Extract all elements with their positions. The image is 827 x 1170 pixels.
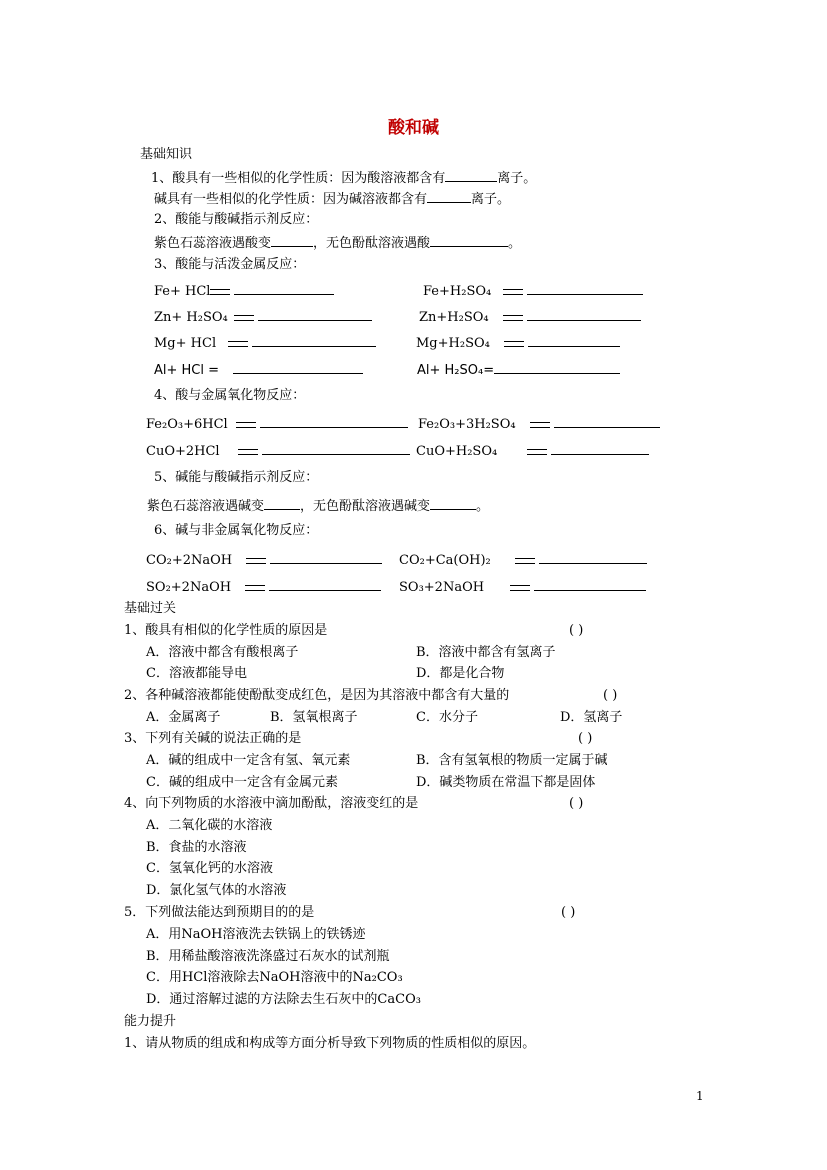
text-segment: ，无色酚酞溶液遇酸 [313, 236, 431, 251]
answer-blank[interactable] [554, 415, 660, 428]
blank-line[interactable] [430, 497, 476, 510]
text-line: 5、碱能与酸碱指示剂反应： [154, 470, 319, 485]
option-d[interactable]: D．氢离子 [560, 710, 623, 725]
blank-line[interactable] [430, 234, 508, 247]
blank-line[interactable] [271, 234, 313, 247]
option-a[interactable]: A．溶液中都含有酸根离子 [146, 645, 299, 660]
answer-blank[interactable] [528, 334, 620, 347]
equals-sign [246, 558, 266, 564]
question-1: 1、酸具有相似的化学性质的原因是 [124, 623, 328, 638]
equation-lhs: Fe+ HCl [154, 284, 211, 299]
option-d[interactable]: D．氯化氢气体的水溶液 [146, 883, 287, 898]
equals-sign [503, 289, 523, 295]
option-b[interactable]: B．含有氢氧根的物质一定属于碱 [416, 753, 608, 768]
answer-bracket[interactable]: ( ) [569, 796, 584, 811]
option-b[interactable]: B．氢氧根离子 [270, 710, 358, 725]
option-d[interactable]: D．都是化合物 [416, 666, 505, 681]
section-heading-ability: 能力提升 [124, 1014, 177, 1029]
answer-blank[interactable] [260, 415, 408, 428]
equals-sign [245, 585, 265, 591]
answer-bracket[interactable]: ( ) [603, 688, 618, 703]
equation-row [416, 334, 620, 352]
option-a[interactable]: A．金属离子 [146, 710, 221, 725]
question-3: 3、下列有关碱的说法正确的是 [124, 731, 302, 746]
blank-line[interactable] [264, 497, 300, 510]
blank-line[interactable] [427, 190, 471, 203]
answer-blank[interactable] [527, 282, 643, 295]
equals-sign [228, 341, 248, 347]
answer-bracket[interactable]: ( ) [569, 623, 584, 638]
answer-blank[interactable] [527, 308, 641, 321]
answer-bracket[interactable]: ( ) [561, 905, 576, 920]
equation-lhs: Fe+H₂SO₄ [423, 284, 492, 299]
answer-blank[interactable] [539, 551, 647, 564]
equation-row [423, 282, 643, 300]
answer-blank[interactable] [262, 442, 410, 455]
text-line [154, 190, 510, 208]
equals-sign [236, 422, 256, 428]
question-4: 4、向下列物质的水溶液中滴加酚酞，溶液变红的是 [124, 796, 419, 811]
option-a[interactable]: A．用NaOH溶液洗去铁锅上的铁锈迹 [146, 927, 366, 942]
equals-sign [234, 315, 254, 321]
equation-lhs: Al+ H₂SO₄= [417, 363, 495, 378]
question-2: 2、各种碱溶液都能使酚酞变成红色，是因为其溶液中都含有大量的 [124, 688, 510, 703]
equals-sign [210, 289, 230, 295]
equals-sign [530, 422, 550, 428]
page-number: 1 [696, 1089, 704, 1103]
answer-blank[interactable] [551, 442, 649, 455]
equation-row [419, 308, 641, 326]
equation-row [154, 282, 334, 300]
text-line [147, 497, 489, 515]
question-5: 5．下列做法能达到预期目的的是 [124, 905, 315, 920]
text-line: 4、酸与金属氧化物反应： [154, 388, 306, 403]
answer-bracket[interactable]: ( ) [578, 731, 593, 746]
option-d[interactable]: D．碱类物质在常温下都是固体 [416, 775, 596, 790]
section-heading-basic-knowledge: 基础知识 [140, 147, 193, 162]
question-ability-1: 1、请从物质的组成和构成等方面分析导致下列物质的性质相似的原因。 [124, 1036, 536, 1051]
equals-sign [504, 341, 524, 347]
equation-row [399, 551, 647, 569]
equation-lhs: CuO+H₂SO₄ [416, 444, 498, 459]
equation-lhs: CO₂+2NaOH [146, 553, 233, 568]
equals-sign [503, 315, 523, 321]
equation-row [399, 578, 646, 596]
equation-row [146, 578, 381, 596]
text-line: 6、碱与非金属氧化物反应： [154, 523, 319, 538]
equation-lhs: Fe₂O₃+3H₂SO₄ [418, 417, 516, 432]
equals-sign [515, 558, 535, 564]
option-b[interactable]: B．溶液中都含有氢离子 [416, 645, 556, 660]
text-segment: ，无色酚酞溶液遇碱变 [300, 499, 431, 514]
blank-line[interactable] [445, 169, 497, 182]
text-segment: 碱具有一些相似的化学性质：因为碱溶液都含有 [154, 192, 428, 207]
answer-blank[interactable] [269, 578, 381, 591]
text-segment: 紫色石蕊溶液遇酸变 [154, 236, 272, 251]
text-segment: 。 [508, 236, 522, 251]
option-d[interactable]: D．通过溶解过滤的方法除去生石灰中的CaCO₃ [146, 992, 421, 1007]
equation-row [154, 334, 376, 352]
equation-row [417, 361, 620, 379]
text-segment: 离子。 [471, 192, 511, 207]
option-b[interactable]: B．食盐的水溶液 [146, 840, 247, 855]
answer-blank[interactable] [534, 578, 646, 591]
text-segment: 1、酸具有一些相似的化学性质：因为酸溶液都含有 [151, 171, 446, 186]
equation-lhs: CuO+2HCl [146, 444, 220, 459]
answer-blank[interactable] [258, 308, 372, 321]
equation-row [154, 361, 363, 379]
text-segment: 。 [476, 499, 490, 514]
option-b[interactable]: B．用稀盐酸溶液洗涤盛过石灰水的试剂瓶 [146, 949, 390, 964]
equation-lhs: Mg+H₂SO₄ [416, 336, 490, 351]
text-segment: 紫色石蕊溶液遇碱变 [147, 499, 265, 514]
text-line: 3、酸能与活泼金属反应： [154, 257, 306, 272]
equation-row [146, 551, 382, 569]
equation-lhs: Zn+ H₂SO₄ [154, 310, 228, 325]
equals-sign [510, 585, 530, 591]
section-heading-basic-checks: 基础过关 [124, 601, 177, 616]
option-c[interactable]: C．碱的组成中一定含有金属元素 [146, 775, 338, 790]
option-c[interactable]: C．氢氧化钙的水溶液 [146, 861, 273, 876]
equation-lhs: Al+ HCl = [154, 363, 220, 378]
equation-row [146, 442, 410, 460]
equals-sign [238, 449, 258, 455]
answer-blank[interactable] [234, 282, 334, 295]
text-line [151, 169, 536, 187]
text-segment: 离子。 [497, 171, 537, 186]
option-a[interactable]: A．二氧化碳的水溶液 [146, 818, 273, 833]
answer-blank[interactable] [270, 551, 382, 564]
answer-blank[interactable] [494, 361, 620, 374]
equation-row [416, 442, 649, 460]
equation-lhs: SO₃+2NaOH [399, 580, 485, 595]
equation-lhs: SO₂+2NaOH [146, 580, 232, 595]
equation-row [154, 308, 372, 326]
equals-sign [527, 449, 547, 455]
text-line: 2、酸能与酸碱指示剂反应： [154, 212, 319, 227]
equation-row [418, 415, 660, 433]
option-c[interactable]: C．用HCl溶液除去NaOH溶液中的Na₂CO₃ [146, 970, 403, 985]
answer-blank[interactable] [233, 361, 363, 374]
equation-lhs: Zn+H₂SO₄ [419, 310, 489, 325]
page-title: 酸和碱 [388, 118, 439, 138]
answer-blank[interactable] [252, 334, 376, 347]
equation-row [146, 415, 408, 433]
option-a[interactable]: A．碱的组成中一定含有氢、氧元素 [146, 753, 351, 768]
equation-lhs: Mg+ HCl [154, 336, 217, 351]
option-c[interactable]: C．水分子 [416, 710, 478, 725]
equation-lhs: Fe₂O₃+6HCl [146, 417, 228, 432]
text-line [154, 234, 521, 252]
equation-lhs: CO₂+Ca(OH)₂ [399, 553, 491, 568]
option-c[interactable]: C．溶液都能导电 [146, 666, 247, 681]
